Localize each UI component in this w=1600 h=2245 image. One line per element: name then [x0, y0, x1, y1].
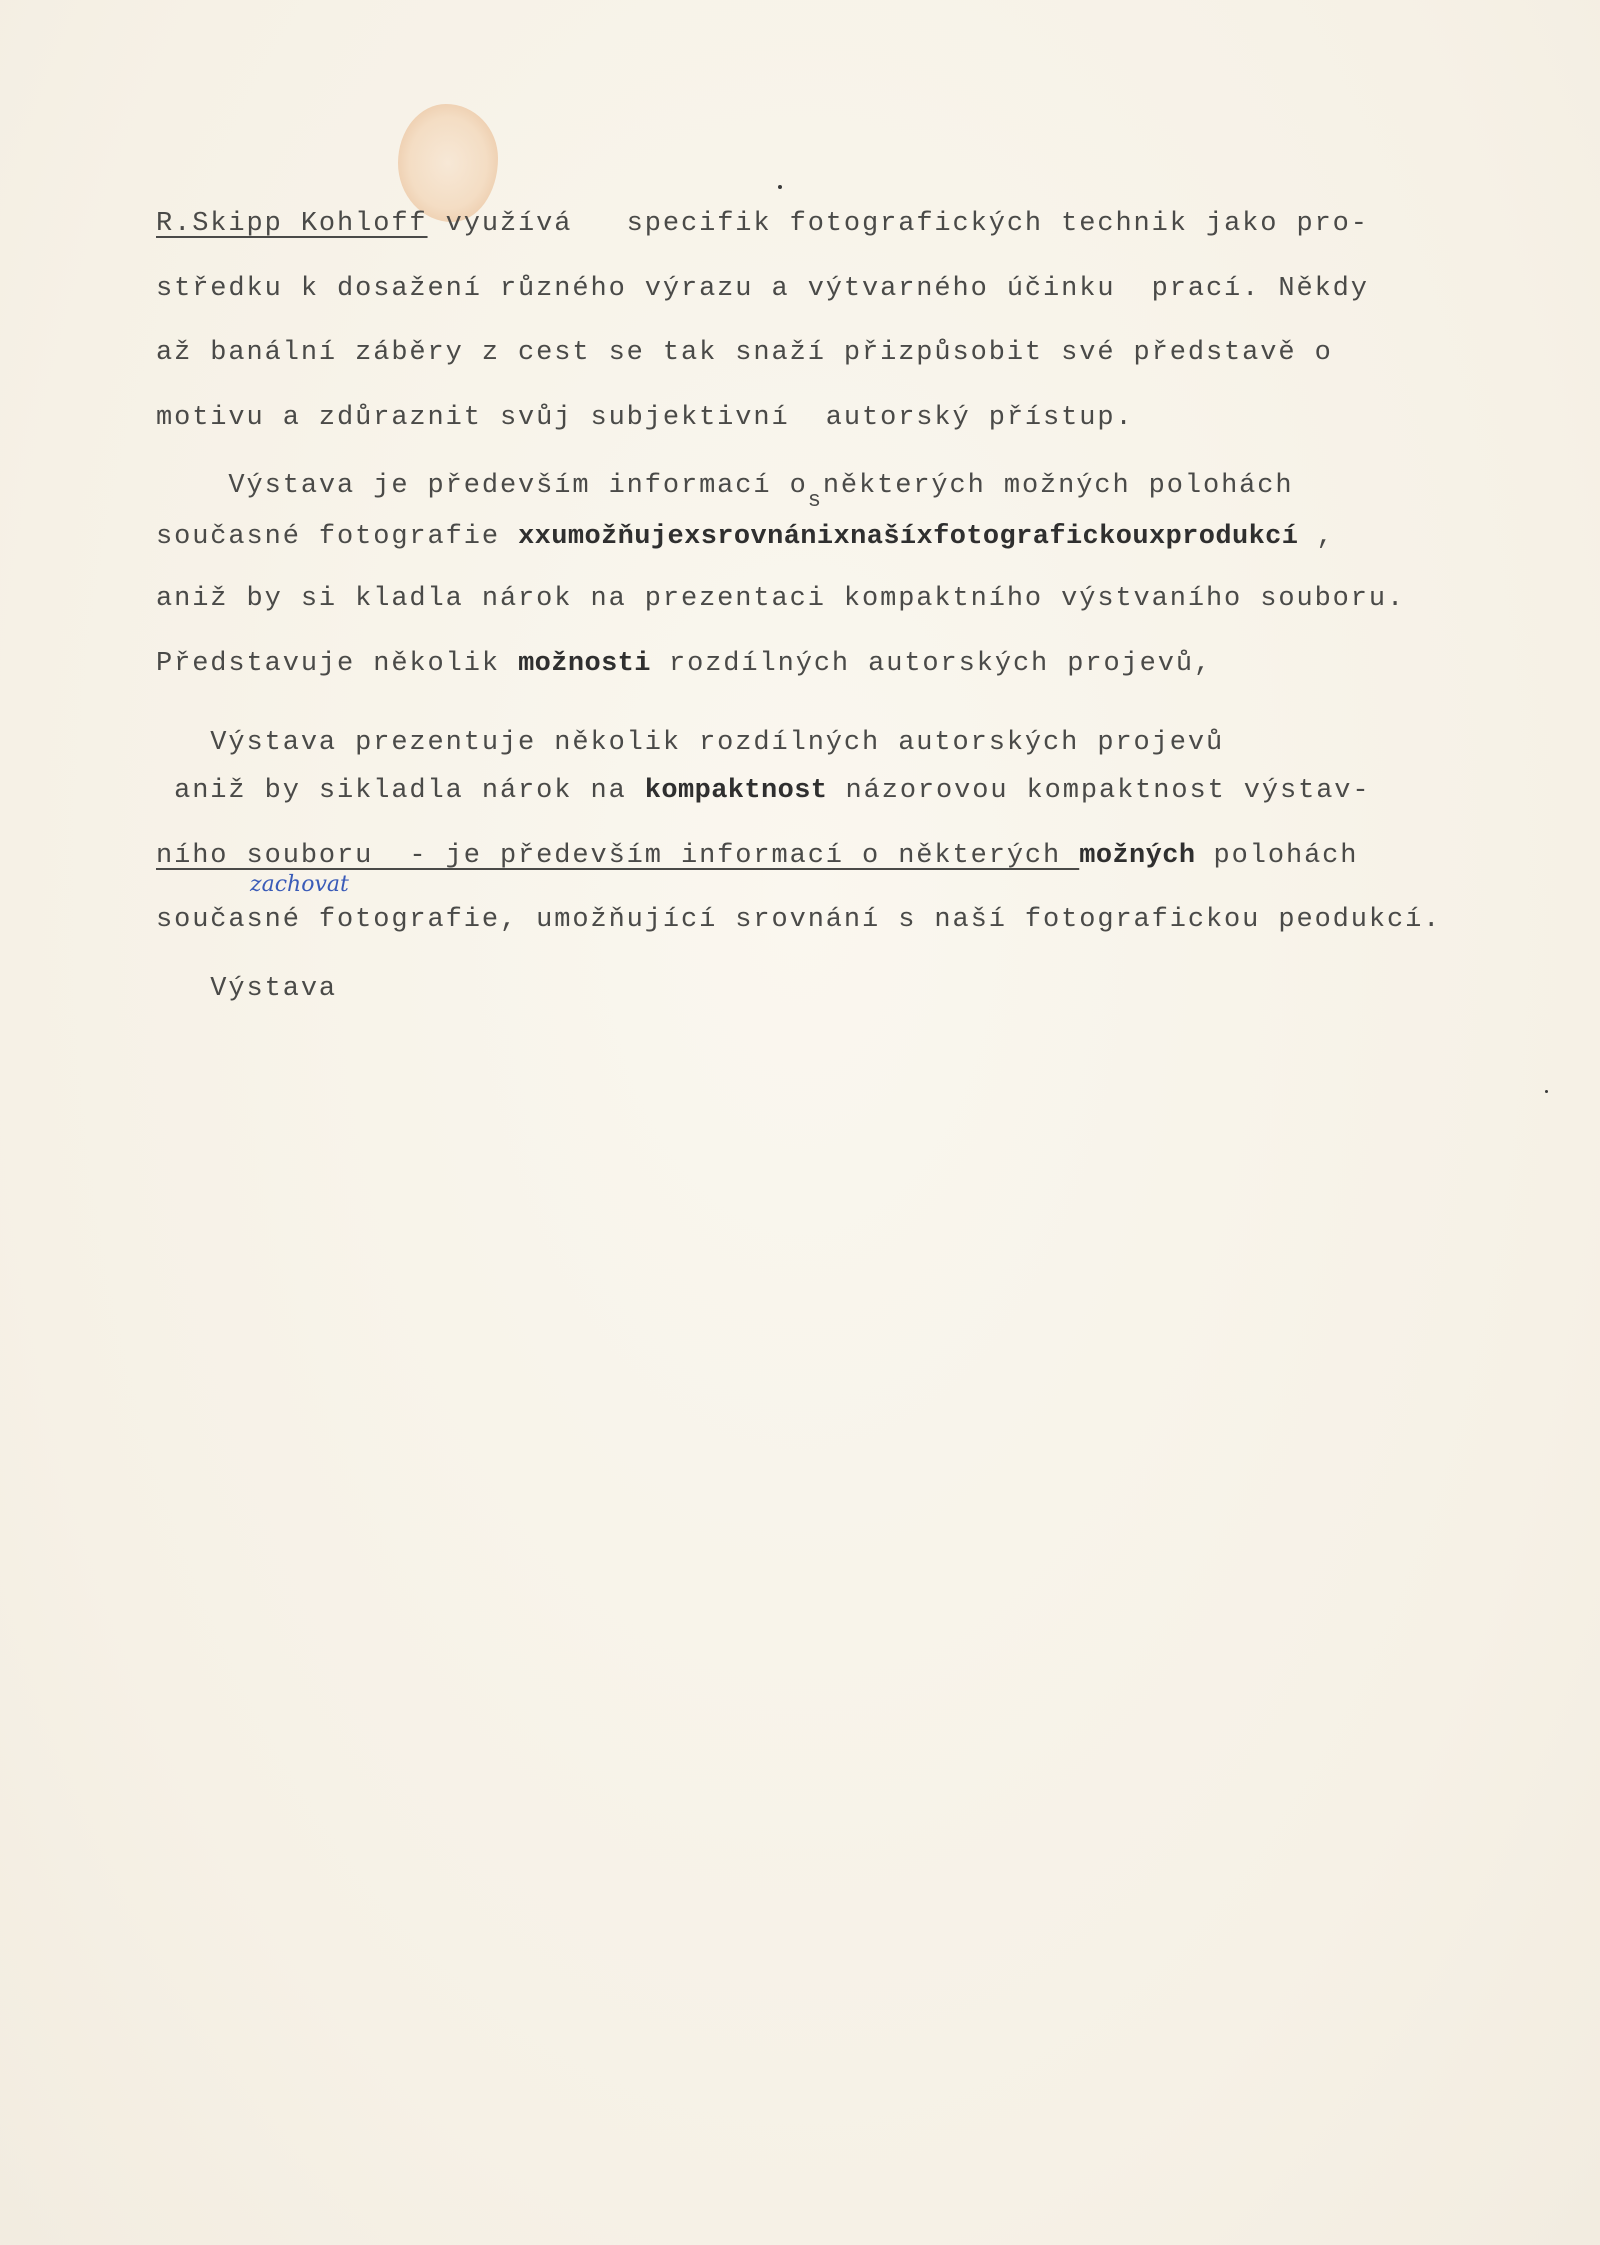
subscript-insertion: s	[807, 488, 823, 513]
paragraph-3-line-4: současné fotografie, umožňující srovnání s naší fotografickou peodukcí.	[156, 905, 1442, 935]
struck-out-text: možnosti	[518, 649, 651, 679]
coffee-stain	[398, 104, 498, 222]
text-segment: Představuje několik	[156, 649, 519, 679]
struck-out-text: možných	[1079, 841, 1196, 871]
text-segment: současné fotografie	[156, 522, 519, 552]
paragraph-1-line-3: až banální záběry z cest se tak snaží přizpůsobit své představě o	[156, 338, 1333, 368]
struck-out-text: xxumožňujexsrovnánixnašíxfotografickouxprodukcí	[518, 522, 1299, 552]
text-segment: polohách	[1195, 841, 1359, 871]
text-segment: některých možných polohách	[822, 471, 1294, 501]
paragraph-2-line-3: aniž by si kladla nárok na prezentaci kompaktního výstvaního souboru.	[156, 584, 1406, 614]
paragraph-3-line-1: Výstava prezentuje několik rozdílných autorských projevů	[156, 728, 1225, 758]
text-segment: ního souboru - je především informací o některých	[156, 841, 1080, 871]
paragraph-2-line-2	[156, 521, 1335, 553]
text-segment: Výstava je především informací o	[156, 471, 808, 501]
author-name: R.Skipp Kohloff	[156, 209, 428, 239]
text-segment: využívá specifik fotografických technik jako pro-	[427, 209, 1369, 239]
struck-out-text: kompaktnost	[644, 776, 828, 806]
paragraph-1-line-4: motivu a zdůraznit svůj subjektivní autorský přístup.	[156, 403, 1134, 433]
paragraph-3-line-3	[156, 840, 1358, 872]
text-segment: rozdílných autorských projevů,	[650, 649, 1213, 679]
paragraph-1-line-1	[156, 208, 1369, 240]
paragraph-1-line-2: středku k dosažení různého výrazu a výtvarného účinku prací. Někdy	[156, 274, 1369, 304]
text-segment: ,	[1298, 522, 1335, 552]
ink-dot	[1545, 1090, 1548, 1093]
paragraph-2-line-4	[156, 648, 1212, 680]
paragraph-3-line-2	[156, 775, 1371, 807]
handwritten-annotation: zachovat	[250, 872, 349, 897]
text-segment: názorovou kompaktnost výstav-	[827, 776, 1371, 806]
closing-line: Výstava	[156, 974, 338, 1004]
paragraph-2-line-1	[156, 470, 1294, 513]
text-segment: aniž by sikladla nárok na	[156, 776, 645, 806]
ink-dot	[778, 185, 782, 189]
